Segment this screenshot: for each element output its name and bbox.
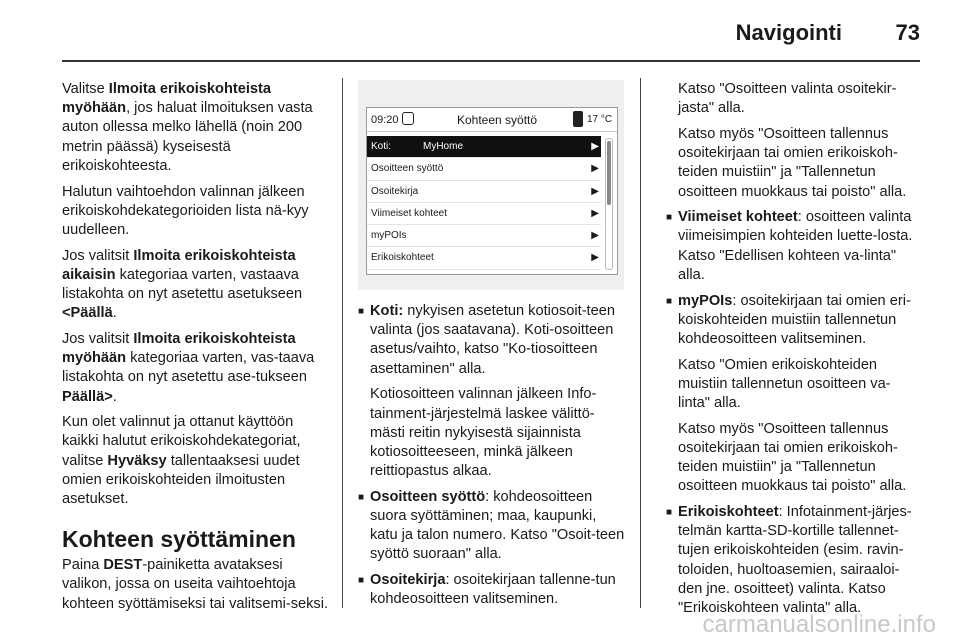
arrow-right-icon: ▶ (591, 141, 599, 152)
paragraph: Halutun vaihtoehdon valinnan jälkeen erikoiskohdekategorioiden lista nä-kyy uudelleen. (62, 183, 309, 238)
screen-menu-list (367, 136, 601, 270)
bullet-item: ■ Osoitekirja: osoitekirjaan tallenne-tun kohdeosoitteen valitseminen. (358, 571, 626, 609)
menu-item-address-entry[interactable]: Osoitteen syöttö ▶ (367, 158, 601, 180)
screen-figure (358, 80, 624, 290)
menu-item-pois[interactable]: Erikoiskohteet ▶ (367, 247, 601, 269)
paragraph: Jos valitsit Ilmoita erikoiskohteista myöhään kategoriaa varten, vas-taava listakohta on nyt asetettu ase-tukseen Päällä>. (62, 330, 315, 405)
paragraph: Kotiosoitteen valinnan jälkeen Info-tainment-järjestelmä laskee välittö-mästi reitin nykyisestä sijainnista kotiosoitteeseen, minkä jälkeen reittiopastus alkaa. (370, 386, 597, 480)
paragraph: Jos valitsit Ilmoita erikoiskohteista aikaisin kategoriaa varten, vastaava listakohta on nyt asetettu asetukseen <Päällä. (62, 247, 303, 322)
bullet-item: ■ Erikoiskohteet: Infotainment-järjes-telmän kartta-SD-kortille tallennet-tujen erikoiskohteiden (esim. ravin-toloiden, huoltoasemien, sairaaloi-den jne. osoitteet) valinta. Katso "Erikoiskohteen valinta" alla. (666, 503, 922, 618)
arrow-right-icon: ▶ (591, 230, 599, 242)
paragraph: Katso myös "Osoitteen tallennus osoitekirjaan tai omien erikoiskoh-teiden muistiin" ja "Tallennetun osoitteen muokkaus tai poisto" alla. (678, 420, 907, 495)
scrollbar-thumb[interactable] (607, 141, 611, 205)
column-3 (666, 80, 922, 625)
bullet-item: ■ Osoitteen syöttö: kohdeosoitteen suora syöttäminen; maa, kaupunki, katu ja talon numero. Katso "Osoit-teen syöttö suoraan" alla. (358, 488, 626, 565)
arrow-right-icon: ▶ (591, 163, 599, 175)
header-title: Navigointi (735, 20, 842, 45)
bullet-item: ■ Koti: nykyisen asetetun kotiosoit-teen valinta (jos saatavana). Koti-osoitteen asetus/vaihto, katso "Ko-tiosoitteen asettaminen" alla. (358, 302, 626, 379)
clock-icon (402, 112, 414, 125)
menu-item-recent-destinations[interactable]: Viimeiset kohteet ▶ (367, 203, 601, 225)
screen-scrollbar[interactable] (605, 138, 613, 270)
paragraph: Katso myös "Osoitteen tallennus osoitekirjaan tai omien erikoiskoh-teiden muistiin" ja "Tallennetun osoitteen muokkaus tai poisto" alla. (678, 125, 907, 200)
paragraph: Katso "Omien erikoiskohteiden muistiin tallennetun osoitteen va-linta" alla. (678, 356, 891, 412)
page-header (0, 0, 960, 62)
column-divider-1 (342, 78, 343, 608)
arrow-right-icon: ▶ (591, 185, 599, 197)
screen-time: 09:20 (371, 114, 399, 126)
infotainment-screen (366, 107, 618, 275)
screen-title: Kohteen syöttö (457, 113, 538, 127)
bullet-item: ■ Viimeiset kohteet: osoitteen valinta viimeisimpien kohteiden luette-losta. Katso "Edellisen kohteen va-linta" alla. (666, 208, 922, 285)
paragraph: Valitse Ilmoita erikoiskohteista myöhään, jos haluat ilmoituksen vasta auton ollessa melko lähellä (noin 200 metrin päässä) kyseisestä erikoiskohteesta. (62, 81, 313, 174)
menu-item-mypois[interactable]: myPOIs ▶ (367, 225, 601, 247)
column-1 (62, 80, 330, 620)
column-divider-2 (640, 78, 641, 608)
arrow-right-icon: ▶ (591, 207, 599, 219)
paragraph: Kun olet valinnut ja ottanut käyttöön kaikki halutut erikoiskohdekategoriat, valitse Hyväksy tallentaaksesi uudet omien erikoiskohteiden ilmoitusten asetukset. (62, 414, 301, 508)
screen-temperature: 17 °C (587, 114, 613, 125)
section-title: Kohteen syöttäminen (62, 526, 296, 553)
bullet-item: ■ myPOIs: osoitekirjaan tai omien eri-koiskohteiden muistiin tallennetun kohdeosoitteen valitseminen. (666, 292, 922, 350)
phone-icon (573, 111, 583, 127)
page-number: 73 (895, 20, 920, 45)
screen-status-bar (367, 108, 617, 132)
menu-item-address-book[interactable]: Osoitekirja ▶ (367, 181, 601, 203)
header-rule (62, 60, 920, 62)
arrow-right-icon: ▶ (591, 252, 599, 264)
paragraph: Katso "Osoitteen valinta osoitekir-jasta" alla. (678, 81, 897, 117)
menu-item-home[interactable]: Koti: MyHome ▶ (367, 136, 601, 158)
watermark: carmanualsonline.info (702, 611, 936, 638)
column-2 (358, 302, 626, 616)
paragraph: Paina DEST-painiketta avataksesi valikon, jossa on useita vaihtoehtoja kohteen syöttämiseksi tai valitsemi-seksi. (62, 557, 329, 612)
